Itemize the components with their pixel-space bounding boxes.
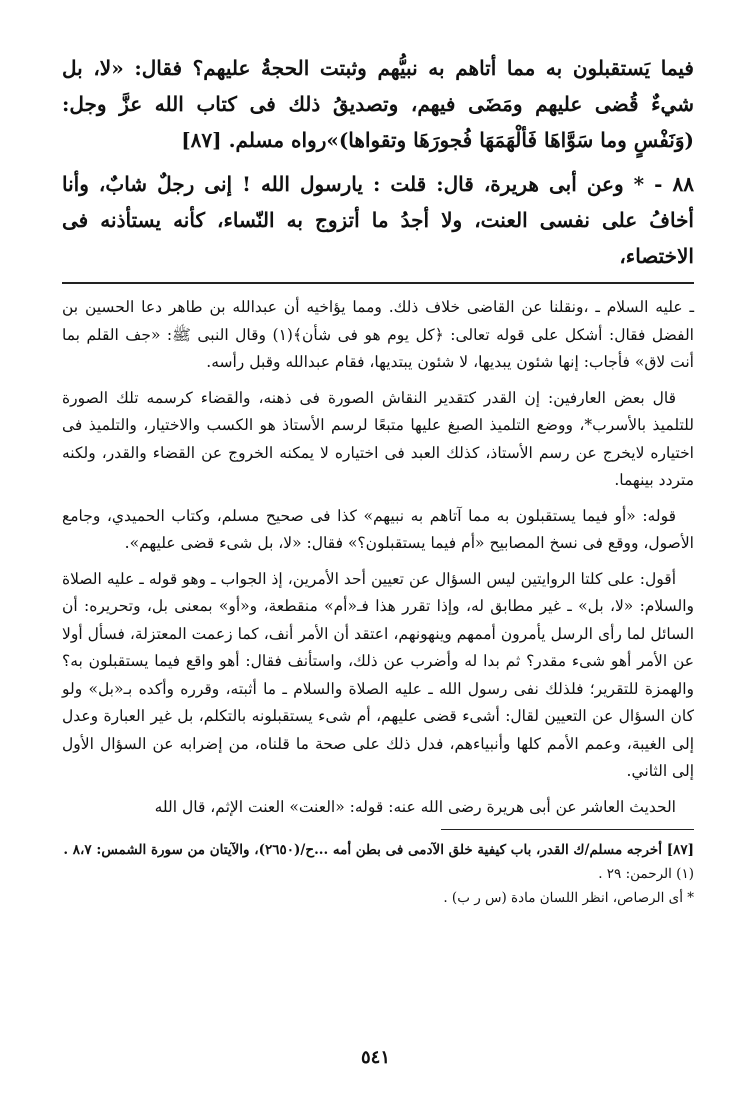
hadith-text <box>62 50 694 274</box>
commentary <box>62 294 694 821</box>
hadith-paragraph-2: ٨٨ - * وعن أبى هريرة، قال: قلت : يارسول الله ! إنى رجلٌ شابٌ، وأنا أخافُ على نفسى العنت، ولا أجدُ ما أتزوج به النّساء، كأنه يستأذنه فى الاختصاء، <box>62 172 694 268</box>
footnote-star: * أى الرصاص، انظر اللسان مادة (س ر ب) . <box>443 890 694 906</box>
commentary-paragraph-2: قال بعض العارفين: إن القدر كتقدير النقاش الصورة فى ذهنه، والقضاء كرسمه تلك الصورة للتلميذ بالأسرب*، ووضع التلميذ الصبغ عليها متبعًا لرسم الأستاذ هو الكسب والاختيار، والتلميذ فى اختياره لايخرج عن رسم الأستاذ، كذلك العبد فى اختياره لا يمكنه الخروج عن القضاء والقدر، ولكنه متردد بينهما. <box>62 388 694 489</box>
hadith-paragraph-1: فيما يَستقبلون به مما أتاهم به نبيُّهم وثبتت الحجةُ عليهم؟ فقال: «لا، بل شيءٌ قُضى عليهم ومَضَى فيهم، وتصديقُ ذلك فى كتاب الله عزَّ وجل: (وَنَفْسٍ وما سَوَّاهَا فَألْهَمَهَا فُجورَهَا وتقواها)»رواه مسلم. [٨٧] <box>62 56 694 152</box>
book-page <box>62 50 694 910</box>
commentary-paragraph-5: الحديث العاشر عن أبى هريرة رضى الله عنه: قوله: «العنت» العنت الإثم، قال الله <box>154 797 676 816</box>
page-number: ٥٤١ <box>360 1047 390 1068</box>
footnote-1: (١) الرحمن: ٢٩ . <box>598 866 694 882</box>
footnote-87: [٨٧] أخرجه مسلم/ك القدر، باب كيفية خلق الآدمى فى بطن أمه ...ح/(٢٦٥٠)، والآيتان من سورة الشمس: ٨،٧ . <box>63 842 694 858</box>
footnote-divider <box>441 829 694 830</box>
commentary-paragraph-4: أقول: على كلتا الروايتين ليس السؤال عن تعيين أحد الأمرين، إذ الجواب ـ وهو قوله ـ عليه الصلاة والسلام: «لا، بل» ـ غير مطابق له، وإذا تقرر هذا فـ«أم» منقطعة، و«أو» بمعنى بل، وتحريره: أن السائل لما رأى الرسل يأمرون أممهم وينهونهم، اعتقد أن الأمر أنف، كما زعمت المعتزلة، فسأل أولا عن الأمر أهو شىء مقدر؟ ثم بدا له وأضرب عن ذلك، واستأنف فقال: أهو واقع فيما يستقبلون به؟ والهمزة للتقرير؛ فلذلك نفى رسول الله ـ عليه الصلاة والسلام ـ ما أثبته، وقرره وأكده بـ«بل» ولو كان السؤال عن التعيين لقال: أشىء قضى عليهم، أم شىء يستقبلونه بالتكلم، بل غير العبارة وعدل إلى الغيبة، وعمم الأمم كلها وأنبياءهم، فدل ذلك على صحة ما قلناه، من إضرابه عن السؤال الأول إلى الثاني. <box>62 569 694 780</box>
commentary-paragraph-1: ـ عليه السلام ـ ،ونقلنا عن القاضى خلاف ذلك. ومما يؤاخيه أن عبدالله بن طاهر دعا الحسين بن الفضل فقال: أشكل على قوله تعالى: ﴿كل يوم هو فى شأن﴾(١) وقال النبى ﷺ: «جف القلم بما أنت لاق» فأجاب: إنها شئون يبديها، لا شئون يبتديها، فقام عبدالله وقبل رأسه. <box>62 298 694 371</box>
footnotes <box>62 838 694 910</box>
main-divider <box>62 282 694 284</box>
commentary-paragraph-3: قوله: «أو فيما يستقبلون به مما آتاهم به نبيهم» كذا فى صحيح مسلم، وكتاب الحميدي، وجامع الأصول، ووقع فى نسخ المصابيح «أم فيما يستقبلون؟» فقال: «لا، بل شىء قضى عليهم». <box>62 506 694 552</box>
